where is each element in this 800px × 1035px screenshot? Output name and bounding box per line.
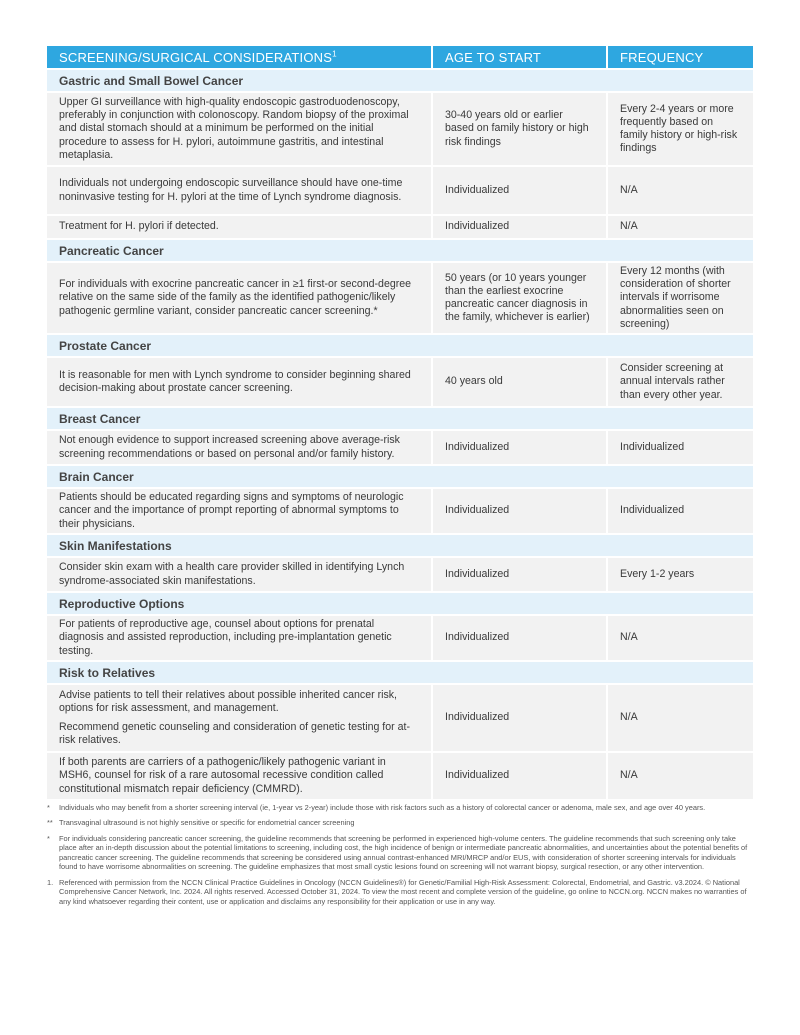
consideration-cell	[47, 683, 433, 751]
header-considerations-label: SCREENING/SURGICAL CONSIDERATIONS	[59, 49, 333, 65]
table-row	[47, 556, 753, 591]
age-to-start-cell: 50 years (or 10 years younger than the earliest exocrine pancreatic cancer diagnosis in the family, whichever is earlier)	[433, 261, 608, 333]
guideline-document	[47, 46, 753, 912]
footnote-text: Referenced with permission from the NCCN Clinical Practice Guidelines in Oncology (NCCN Guidelines®) for Genetic/Familial High-Risk Assessment: Colorectal, Endometrial, and Gastric. v3.2024. © National Comprehensive Cancer Network, Inc. 2024. All rights reserved. Accessed October 31, 2024. To view the most recent and complete version of the guideline, go online to NCCN.org. NCCN makes no warranties of any kind whatsoever regarding their content, use or application and disclaims any responsibility for their application or use in any way.	[59, 877, 747, 906]
consideration-cell	[47, 356, 433, 406]
frequency-cell: N/A	[608, 165, 753, 214]
header-considerations	[47, 46, 433, 68]
section-row	[47, 660, 753, 683]
section-row	[47, 406, 753, 429]
section-title: Breast Cancer	[47, 406, 753, 429]
footnote-text: Individuals who may benefit from a shorter screening interval (ie, 1-year vs 2-year) include those with risk factors such as a history of colorectal cancer or adenoma, male sex, and age over 40 years.	[59, 803, 706, 812]
frequency-cell: Every 12 months (with consideration of shorter intervals if worrisome abnormalities seen on screening)	[608, 261, 753, 333]
section-row	[47, 464, 753, 487]
consideration-text: Upper GI surveillance with high-quality endoscopic gastroduodenoscopy, preferably in conjunction with colonoscopy. Random biopsy of the proximal and distal stomach should at a minimum be performed on the initial procedure to assess for H. pylori, autoimmune gastritis, and intestinal metaplasia.	[59, 95, 409, 161]
table-row	[47, 683, 753, 751]
consideration-cell	[47, 751, 433, 799]
frequency-cell: Consider screening at annual intervals rather than every other year.	[608, 356, 753, 406]
frequency-cell: Every 1-2 years	[608, 556, 753, 591]
consideration-text: Not enough evidence to support increased screening above average-risk screening recommendations or based on personal and/or family history.	[59, 434, 400, 460]
footnote-text: For individuals considering pancreatic cancer screening, the guideline recommends that screening be performed in experienced high-volume centers. The guideline recommends that such screening only take place after an in-depth discussion about the potential limitations to screening, including cost, the high incidence of benign or intermediate pancreatic abnormalities, and uncertainties about the potential benefits of pancreatic cancer screening. The guideline recommends that screening be considered using annual contrast-enhanced MRI/MRCP and/or EUS, with consideration of shorter screening intervals for individuals found to have worrisome abnormalities on screening. The guideline emphasizes that most small cystic lesions found on screening will not warrant biopsy, surgical resection, or any other intervention.	[59, 833, 748, 872]
table-row	[47, 165, 753, 214]
age-to-start-cell: Individualized	[433, 556, 608, 591]
section-title: Risk to Relatives	[47, 660, 753, 683]
footnote	[47, 834, 753, 872]
table-row	[47, 261, 753, 333]
footnotes	[47, 803, 753, 906]
consideration-text: For individuals with exocrine pancreatic cancer in ≥1 first-or second-degree relative on the same side of the family as the identified pathogenic/likely pathogenic germline variant, consider pancreatic cancer screening.*	[59, 278, 412, 317]
footnote	[47, 878, 753, 906]
consideration-cell	[47, 165, 433, 214]
consideration-cell	[47, 214, 433, 238]
consideration-cell	[47, 614, 433, 660]
footnote-mark: 1.	[47, 877, 54, 887]
consideration-cell	[47, 261, 433, 333]
footnote-mark: *	[47, 803, 50, 812]
consideration-text: Consider skin exam with a health care provider skilled in identifying Lynch syndrome-associated skin manifestations.	[59, 561, 405, 587]
age-to-start-cell: 40 years old	[433, 356, 608, 406]
age-to-start-cell: Individualized	[433, 614, 608, 660]
section-title: Pancreatic Cancer	[47, 238, 753, 261]
consideration-text: It is reasonable for men with Lynch syndrome to consider beginning shared decision-making about prostate cancer screening.	[59, 368, 411, 394]
consideration-text: Advise patients to tell their relatives about possible inherited cancer risk, options for risk assessment, and management.	[59, 688, 397, 714]
header-age-to-start: AGE TO START	[433, 46, 608, 68]
consideration-text: Patients should be educated regarding signs and symptoms of neurologic cancer and the importance of prompt reporting of abnormal symptoms to their physicians.	[59, 491, 404, 530]
frequency-cell: Every 2-4 years or more frequently based on family history or high-risk findings	[608, 91, 753, 165]
table-header	[47, 46, 753, 68]
header-footnote-ref: 1	[332, 49, 337, 59]
consideration-cell	[47, 556, 433, 591]
table-row	[47, 429, 753, 464]
consideration-text: For patients of reproductive age, counsel about options for prenatal diagnosis and assisted reproduction, including pre-implantation genetic testing.	[59, 618, 392, 657]
table-row	[47, 214, 753, 238]
section-title: Reproductive Options	[47, 591, 753, 614]
section-title: Prostate Cancer	[47, 333, 753, 356]
footnote	[47, 803, 753, 812]
section-row	[47, 68, 753, 91]
section-row	[47, 591, 753, 614]
age-to-start-cell: 30-40 years old or earlier based on family history or high risk findings	[433, 91, 608, 165]
table-row	[47, 91, 753, 165]
consideration-cell	[47, 91, 433, 165]
table-row	[47, 356, 753, 406]
age-to-start-cell: Individualized	[433, 751, 608, 799]
age-to-start-cell: Individualized	[433, 429, 608, 464]
consideration-text: Treatment for H. pylori if detected.	[59, 220, 219, 233]
footnote	[47, 818, 753, 827]
age-to-start-cell: Individualized	[433, 165, 608, 214]
section-row	[47, 333, 753, 356]
footnote-mark: **	[47, 818, 53, 828]
section-row	[47, 533, 753, 556]
section-title: Skin Manifestations	[47, 533, 753, 556]
frequency-cell: N/A	[608, 614, 753, 660]
consideration-text: If both parents are carriers of a pathogenic/likely pathogenic variant in MSH6, counsel for risk of a rare autosomal recessive condition called constitutional mismatch repair deficiency (CMMRD).	[59, 756, 386, 795]
frequency-cell: N/A	[608, 683, 753, 751]
section-title: Brain Cancer	[47, 464, 753, 487]
age-to-start-cell: Individualized	[433, 683, 608, 751]
consideration-text: Recommend genetic counseling and consideration of genetic testing for at-risk relatives.	[59, 721, 410, 747]
header-frequency: FREQUENCY	[608, 46, 753, 68]
age-to-start-cell: Individualized	[433, 214, 608, 238]
table-row	[47, 614, 753, 660]
consideration-text: Individuals not undergoing endoscopic surveillance should have one-time noninvasive testing for H. pylori at the time of Lynch syndrome diagnosis.	[59, 177, 403, 203]
consideration-cell	[47, 429, 433, 464]
frequency-cell: Individualized	[608, 429, 753, 464]
table-row	[47, 751, 753, 799]
frequency-cell: N/A	[608, 751, 753, 799]
consideration-cell	[47, 487, 433, 533]
section-title: Gastric and Small Bowel Cancer	[47, 68, 753, 91]
section-row	[47, 238, 753, 261]
table-body	[47, 68, 753, 799]
footnote-text: Transvaginal ultrasound is not highly sensitive or specific for endometrial cancer screening	[59, 818, 355, 828]
age-to-start-cell: Individualized	[433, 487, 608, 533]
screening-table	[47, 46, 753, 799]
footnote-mark: *	[47, 833, 50, 843]
table-row	[47, 487, 753, 533]
frequency-cell: N/A	[608, 214, 753, 238]
frequency-cell: Individualized	[608, 487, 753, 533]
